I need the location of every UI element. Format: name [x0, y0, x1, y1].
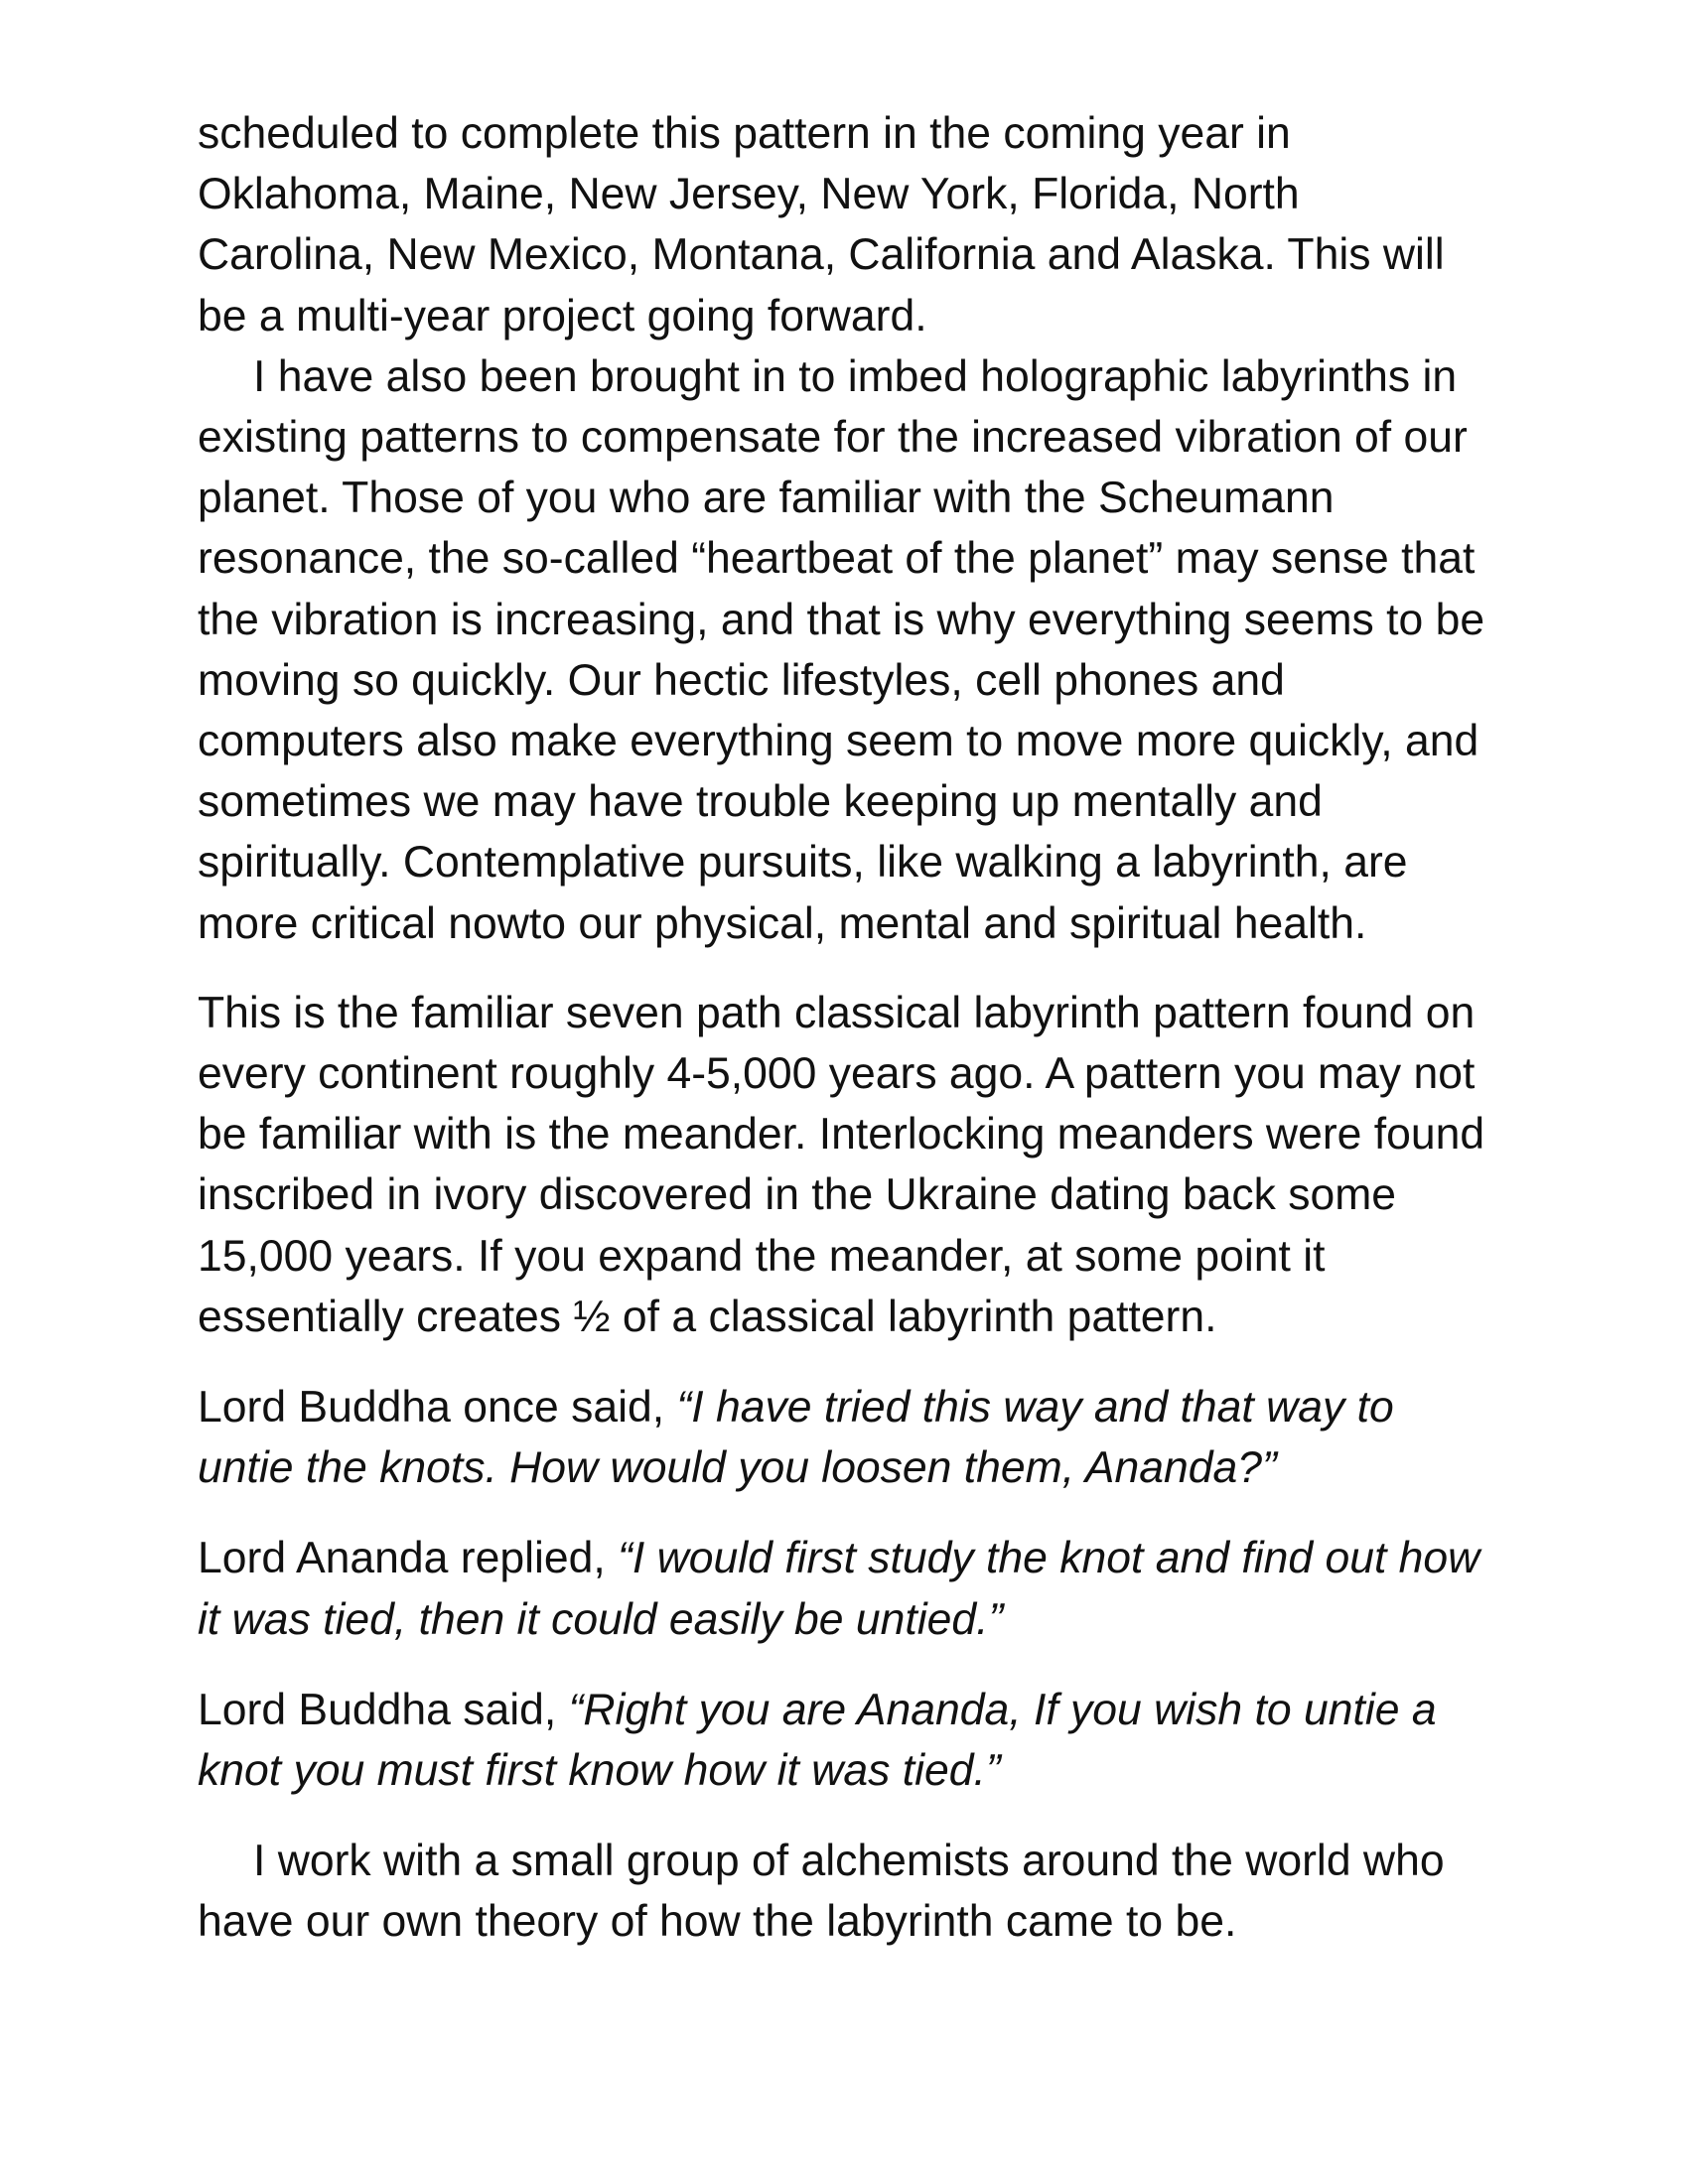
quote-ananda-text: “I would first study the knot and find out how it was tied, then it could easily be untied.” — [198, 1534, 1480, 1644]
paragraph-classical-labyrinth: This is the familiar seven path classical labyrinth pattern found on every continent roughly 4-5,000 years ago. A pattern you may not be familiar with is the meander. Interlocking meanders were found inscribed in ivory discovered in the Ukraine dating back some 15,000 years. If you expand the meander, at some point it essentially creates ½ of a classical labyrinth pattern. — [198, 988, 1485, 1341]
paragraph-states-list: scheduled to complete this pattern in the coming year in Oklahoma, Maine, New Jersey, New York, Florida, North Carolina, New Mexico, Montana, California and Alaska. This will be a multi-year project going forward. — [198, 109, 1445, 341]
quote-buddha-1 — [198, 1377, 1488, 1498]
quote-ananda-lead: Lord Ananda replied, — [198, 1534, 619, 1583]
paragraph-alchemists: I work with a small group of alchemists around the world who have our own theory of how the labyrinth came to be. — [198, 1837, 1445, 1947]
quote-buddha-1-text: “I have tried this way and that way to untie the knots. How would you loosen them, Ananda?” — [198, 1383, 1394, 1493]
quote-buddha-2-text: “Right you are Ananda, If you wish to untie a knot you must first know how it was tied.” — [198, 1685, 1437, 1796]
document-page — [198, 103, 1488, 1953]
quote-buddha-1-lead: Lord Buddha once said, — [198, 1383, 677, 1433]
quote-buddha-2-lead: Lord Buddha said, — [198, 1685, 569, 1734]
quote-ananda — [198, 1528, 1488, 1649]
quote-buddha-2 — [198, 1680, 1488, 1801]
paragraph-holographic-labyrinths: I have also been brought in to imbed holographic labyrinths in existing patterns to compensate for the increased vibration of our planet. Those of you who are familiar with the Scheumann resonance, the so-called “heartbeat of the planet” may sense that the vibration is increasing, and that is why everything seems to be moving so quickly. Our hectic lifestyles, cell phones and computers also make everything seem to move more quickly, and sometimes we may have trouble keeping up mentally and spiritually. Contemplative pursuits, like walking a labyrinth, are more critical nowto our physical, mental and spiritual health. — [198, 351, 1485, 948]
